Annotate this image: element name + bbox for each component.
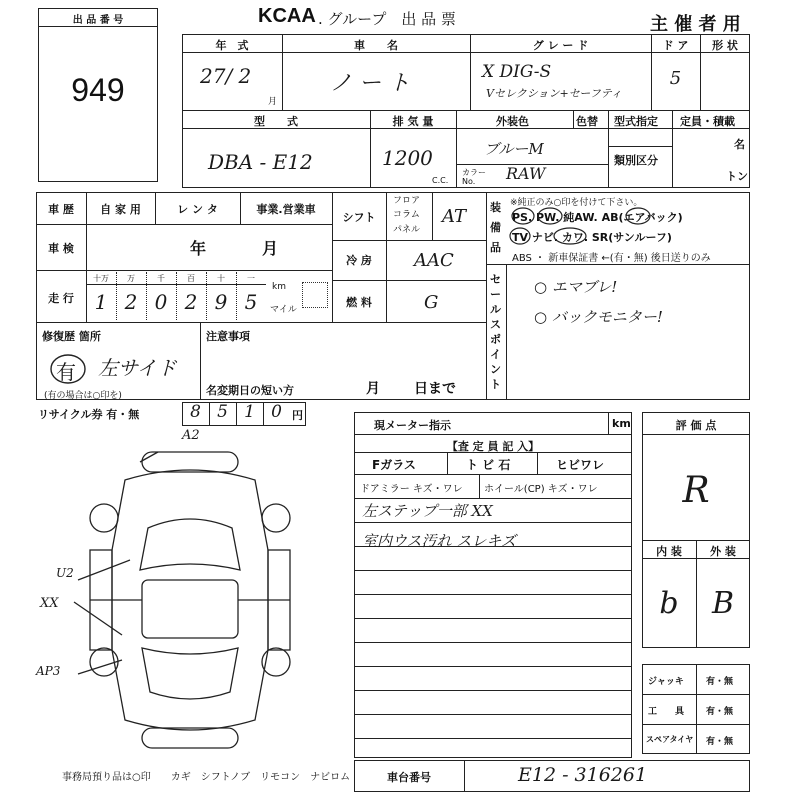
mileage-digit: 5 (244, 290, 258, 314)
notes-deadline-label: 名変期日の短い方 (206, 384, 294, 397)
diagram-mark-u2: U2 (56, 566, 74, 580)
chip-label: ト ビ 石 (466, 458, 511, 472)
office-note: 事務局預り品は○印 カギ シフトノブ リモコン ナビロム (62, 772, 351, 783)
form-title: . グループ 出 品 票 (318, 10, 456, 28)
sales-point-1: ○ エマブレ! (534, 278, 618, 296)
score-value: R (682, 470, 710, 511)
tools-label: 工 具 (648, 707, 685, 717)
jack-yn: 有・無 (706, 677, 734, 687)
grade-line1: X DIG-S (482, 62, 552, 82)
inspection-year: 年 (190, 239, 207, 258)
mile-checkbox[interactable] (302, 282, 328, 308)
equipment-line3: ABS ・ 新車保証書 ←(有・無) 後日送りのみ (512, 253, 711, 264)
mileage-digit: 1 (94, 290, 108, 314)
displacement-value: 1200 (382, 146, 433, 170)
year-label: 年 式 (215, 39, 249, 52)
repair-value-text: 左サイド (98, 356, 177, 380)
car-damage-diagram (30, 430, 330, 760)
exterior-value: B (711, 586, 735, 621)
displacement-label: 排 気 量 (392, 115, 434, 128)
model-value: DBA - E12 (208, 150, 313, 174)
meter-label: 現メーター指示 (374, 419, 451, 432)
organizer-label: 主 催 者 用 (650, 14, 741, 35)
diagram-mark-xx: XX (40, 596, 59, 611)
mileage-digit: 0 (154, 290, 168, 314)
history-label: 車 歴 (48, 203, 74, 216)
chassis-value: E12 - 316261 (518, 764, 648, 786)
spare-label: スペアタイヤ (646, 735, 694, 744)
equipment-label: 装 備 品 (490, 201, 501, 254)
shift-value: AT (442, 206, 467, 227)
equipment-circle-marks (508, 206, 748, 246)
model-spec-label: 型式指定 (614, 115, 658, 128)
jack-label: ジャッキ (648, 677, 684, 687)
inspection-label: 車 検 (48, 242, 74, 255)
meter-unit: km (612, 417, 631, 430)
interior-value: b (659, 586, 679, 621)
brand-logo: KCAA (258, 5, 316, 27)
shift-panel: パネル (393, 225, 421, 235)
repair-value-circle: 有 (56, 360, 76, 384)
ac-value: AAC (414, 250, 454, 271)
class-label: 類別区分 (614, 154, 658, 167)
exterior-color-value: ブルーM (484, 140, 544, 158)
tools-yn: 有・無 (706, 707, 734, 717)
equipment-note: ※純正のみ○印を付けて下さい。 (510, 198, 643, 208)
exterior-label: 外 装 (710, 545, 736, 558)
fuel-label: 燃 料 (346, 296, 372, 309)
shape-label: 形 状 (712, 39, 738, 52)
color-no-value: RAW (506, 164, 546, 183)
notes-label: 注意事項 (206, 330, 250, 343)
history-rental: レ ン タ (177, 203, 218, 216)
notes-deadline-month: 月 (366, 381, 380, 397)
inspector-remark-1: 左ステップ一部 XX (362, 502, 493, 520)
chassis-label: 車台番号 (387, 771, 431, 784)
spare-yn: 有・無 (706, 737, 734, 747)
mile-unit: マイル (270, 305, 297, 315)
shift-floor: フロア (393, 196, 421, 206)
score-label: 評 価 点 (675, 419, 717, 432)
year-month-unit: 月 (268, 97, 278, 107)
repair-label: 修復歴 箇所 (42, 330, 101, 343)
capacity-unit-persons: 名 (734, 138, 745, 151)
mirror-label: ドアミラー キズ・ワレ (360, 484, 463, 495)
mileage-unit-label: 千 (157, 274, 165, 283)
mileage-unit-label: 百 (187, 274, 195, 283)
grade-label: グ レ ー ド (532, 39, 589, 52)
capacity-unit-tons: トン (726, 170, 748, 183)
mileage-unit-label: 十万 (93, 274, 109, 283)
lot-number-value: 949 (71, 72, 125, 108)
shift-label: シフト (342, 211, 376, 224)
door-label: ド ア (662, 39, 689, 52)
inspector-remark-2: 室内ウス汚れ スレキズ (362, 532, 517, 550)
year-value: 27/ 2 (200, 64, 252, 88)
inspection-month: 月 (262, 239, 279, 258)
mileage-unit-label: 十 (217, 274, 225, 283)
recolor-label: 色替 (576, 115, 598, 128)
repair-note: (有の場合は○印を) (44, 391, 122, 401)
mileage-digit: 2 (124, 290, 138, 314)
history-business: 事業.営業車 (256, 203, 316, 216)
history-private: 自 家 用 (100, 203, 141, 216)
model-label: 型 式 (254, 115, 298, 128)
recycle-label: リサイクル券 有・無 (38, 408, 140, 421)
mileage-label: 走 行 (48, 292, 74, 305)
diagram-mark-top: A2 (182, 428, 200, 443)
diagram-mark-ap3: AP3 (36, 664, 61, 678)
door-value: 5 (669, 68, 682, 89)
sales-point-2: ○ バックモニター! (534, 308, 663, 326)
capacity-label: 定員・積載 (680, 115, 735, 128)
recycle-digit: 8 (190, 402, 201, 422)
car-name-value: ノ ー ト (330, 71, 410, 96)
repair-circle-mark (48, 352, 88, 386)
car-name-label: 車 名 (354, 39, 398, 52)
ac-label: 冷 房 (346, 254, 372, 267)
crack-label: ヒビワレ (556, 458, 605, 472)
fuel-value: G (424, 292, 439, 313)
inspector-title: 【査 定 員 記 入】 (446, 440, 540, 453)
front-glass-label: Fガラス (372, 458, 416, 472)
exterior-color-label: 外装色 (496, 115, 529, 128)
mileage-digit: 2 (184, 290, 198, 314)
recycle-digit: 1 (244, 402, 255, 422)
wheel-label: ホイール(CP) キズ・ワレ (484, 484, 598, 495)
recycle-unit: 円 (292, 409, 303, 422)
grade-line2: Vセレクション+セーフティ (486, 87, 622, 100)
lot-number-label: 出 品 番 号 (72, 15, 124, 26)
recycle-digit: 0 (271, 402, 282, 422)
interior-label: 内 装 (656, 545, 682, 558)
cc-unit: C.C. (432, 176, 449, 185)
equipment-line2: TV ナビ. カワ. SR(サンルーフ) (512, 231, 672, 244)
color-no-label: カラー No. (462, 168, 486, 186)
notes-deadline-day: 日まで (414, 381, 456, 397)
equipment-line1: PS. PW. 純AW. AB(エアバック) (512, 211, 683, 224)
shift-column: コラム (393, 210, 420, 220)
mileage-unit-label: 一 (247, 274, 255, 283)
mileage-unit-label: 万 (127, 274, 135, 283)
mileage-digit: 9 (214, 290, 228, 314)
recycle-digit: 5 (217, 402, 228, 422)
km-unit: km (272, 282, 286, 292)
sales-points-label: セ ー ル ス ポ イ ン ト (490, 273, 501, 391)
